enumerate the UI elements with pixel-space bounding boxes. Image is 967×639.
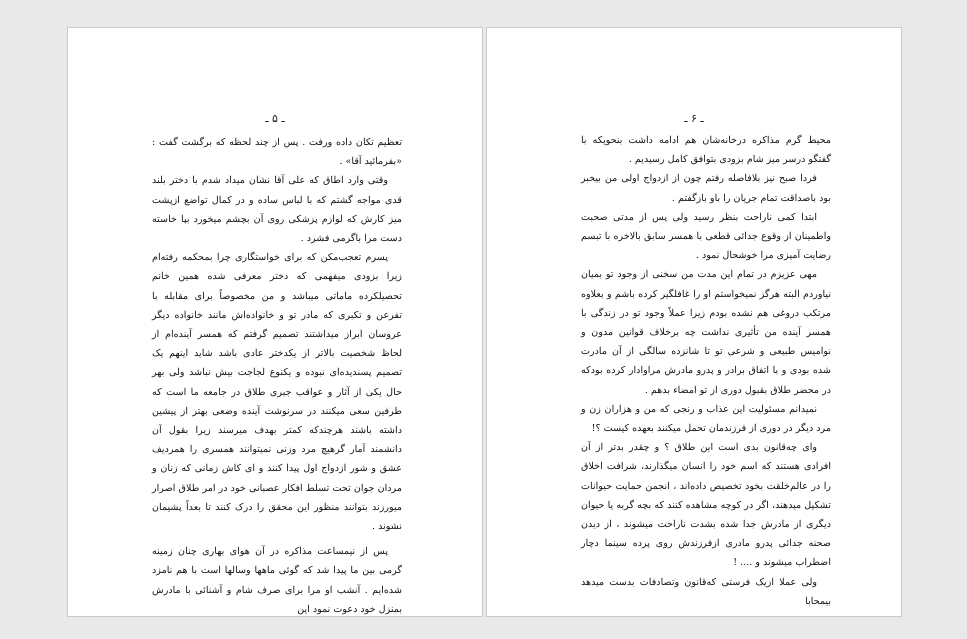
- paragraph: فردا صبح نیز بلافاصله رفتم چون از ازدواج اولی من بیخبر بود باصداقت تمام جریان را باو بازگفتم .: [581, 173, 831, 204]
- paragraph: پسرم تعجب‌مکن که برای خواستگاری چرا بمحکمه رفته‌ام زیرا بزودی میفهمی که دختر معرفی شده همین خانم تحصیلکرده ماماتی میباشد و من مخصوصاً برای مقابله با تفرعن و تکبری که مادر تو و خانواده‌اش مانند خانواده دیگر عروسان ابراز میداشتند تصمیم گرفتم که همسر آینده‌ام از لحاظ شخصیت بالاتر از یکدختر عادی باشد شاید اینهم یک تصمیم پسندیده‌ای نبوده و یکنوع لجاجت بیش نباشد ولی بهر حال یکی از آثار و عواقب جبری طلاق در جامعه ما است که طرفین سعی میکنند در سرنوشت آینده وضعی بهتر از پیشین داشته باشند هرچندکه کمتر بهدف میرسند زیرا بقول آن دانشمند آمار گرهیچ مرد وزنی نمیتوانند همسری را همردیف عشق و شور ازدواج اول پیدا کنند و ای کاش زمانی که زنان و مردان جوان تحت تسلط افکار عصبانی خود در امر طلاق اصرار میورزند بتوانند منظور این محقق را درک کنند تا بعداً پشیمان نشوند .: [152, 252, 402, 533]
- page-number: ـ ۶ ـ: [684, 112, 704, 125]
- page-text: [152, 133, 402, 619]
- paragraph: پس از نیمساعت مذاکره در آن هوای بهاری چنان زمینه گرمی بین ما پیدا شد که گوئی ماهها وسالها است با هم نامزد شده‌ایم . آنشب او مرا برای صرف شام و آشنائی با مادرش بمنزل خود دعوت نمود این: [152, 546, 402, 615]
- page-6: [486, 27, 902, 617]
- paragraph: ابتدا کمی ناراحت بنظر رسید ولی پس از مدتی صحبت واطمینان از وقوع جدائی قطعی با همسر سابق بالاخره با تبسم رضایت آمیزی مرا خوشحال نمود .: [581, 211, 831, 262]
- paragraph: وقتی وارد اطاق که علی آقا نشان میداد شدم با دختر بلند قدی مواجه گشتم که با لباس ساده و در کمال تواضع ازپشت میز کارش که لوازم پزشکی روی آن بچشم میخورد بپا خاسته دست مرا باگرمی فشرد .: [152, 175, 402, 245]
- paragraph: ولی عملا ازیک فرستی که‌قانون وتصادفات بدست میدهد بیمحابا: [581, 576, 831, 607]
- page-text: [581, 131, 831, 611]
- paragraph: محیط گرم مذاکره درخانه‌شان هم ادامه داشت بنحویکه با گفتگو درسر میز شام بزودی بتوافق کامل رسیدیم .: [581, 135, 831, 166]
- paragraph: مهی عزیزم در تمام این مدت من سخنی از وجود تو بمیان نیاوردم البته هرگز نمیخواستم او را غافلگیر کرده باشم و بعلاوه مرتکب دروغی هم نشده بودم زیرا عملاً وجود تو در زندگی با همسر آینده من تأثیری نداشت چه برخلاف قوانین مدون و نوامیس طبیعی و شرعی تو تا شانزده سالگی از آن مادرت شده بودی و با اتفاق برادر و پدرو مادرش مراوادار کرده بودکه در محضر طلاق بقبول دوری از تو امضاء بدهم .: [581, 269, 831, 396]
- paragraph: نمیدانم مسئولیت این عذاب و رنجی که من و هزاران زن و مرد دیگر در دوری از فرزندمان تحمل میکنند بعهده کیست ؟!: [581, 403, 831, 435]
- page-number: ـ ۵ ـ: [265, 112, 285, 125]
- page-5: [67, 27, 483, 617]
- paragraph: تعظیم تکان داده ورفت . پس از چند لحظه که برگشت گفت : «بفرمائید آقا» .: [152, 137, 402, 168]
- paragraph: وای چه‌قانون بدی است این طلاق ؟ و چقدر بدتر از آن افرادی هستند که اسم خود را انسان میگذارند، شرافت اخلاق را در عالم‌خلقت بخود تخصیص داده‌اند ، انجمن حمایت حیوانات تشکیل میدهند، اگر در کوچه مشاهده کنند که بچه گربه یا حیوان دیگری از مادرش جدا شده بشدت ناراحت میشوند ، از دیدن صحنه جدائی پدرو مادری ازفرزندش روی پرده سینما دچار اضطراب میشوند و .... !: [581, 442, 831, 569]
